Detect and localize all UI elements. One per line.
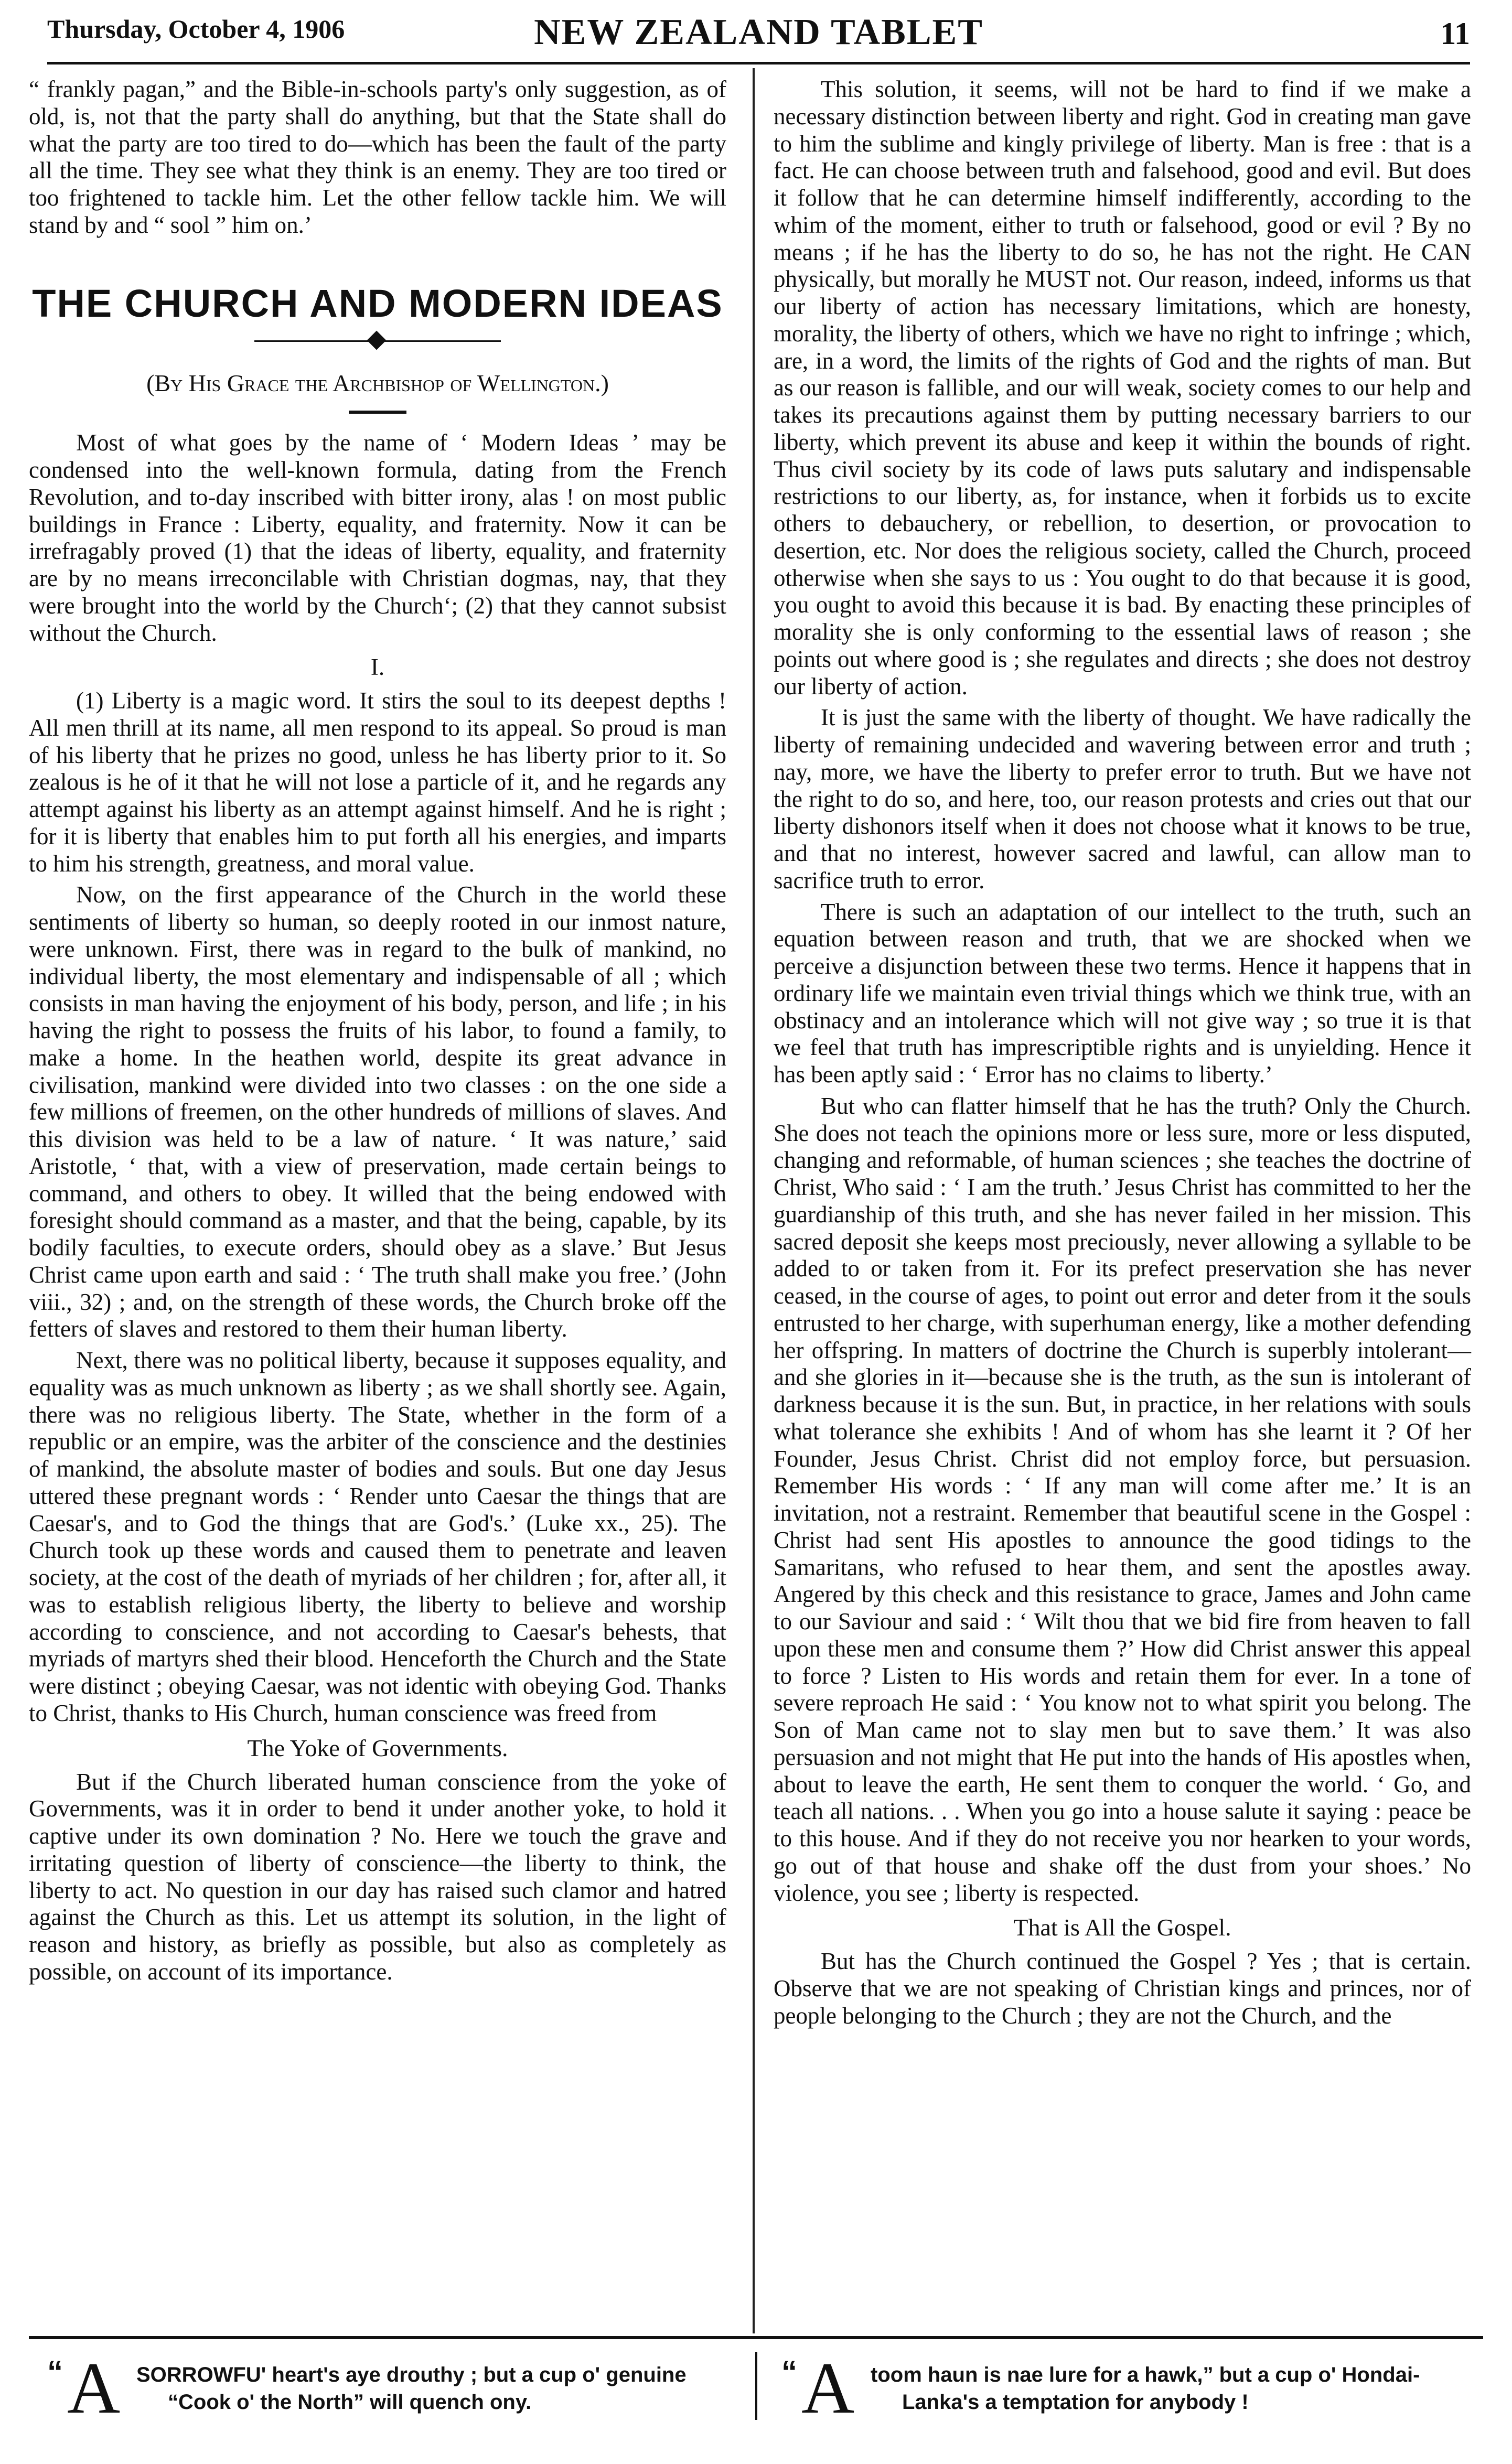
footer-divider (29, 2336, 1483, 2339)
advertisement-right (781, 2348, 1468, 2446)
newspaper-title: NEW ZEALAND TABLET (534, 12, 983, 52)
right-column (774, 76, 1471, 2033)
section-subheading: That is All the Gospel. (1013, 1914, 1231, 1941)
column-divider (753, 68, 755, 2333)
short-divider (349, 411, 406, 414)
advertisement-left (47, 2348, 734, 2446)
issue-date: Thursday, October 4, 1906 (47, 14, 345, 44)
article-paragraph: But has the Church continued the Gospel ? Yes ; that is certain. Observe that we are not speaking of Christian kings and princes, nor of people belonging to the Church ; they are not the Church, and the (774, 1948, 1471, 2029)
article-paragraph: This solution, it seems, will not be hard to find if we make a necessary distinction between liberty and right. God in creating man gave to him the sublime and kingly privilege of liberty. Man is free : that is a fact. He can choose between truth and falsehood, good and evil. But does it follow that he can determine himself indifferently, according to the whim of the moment, either to truth or falsehood, good or evil ? By no means ; if he has the liberty to do so, he has not the right. He CAN physically, but morally he MUST not. Our reason, indeed, informs us that our liberty of action has necessary limitations, which are honesty, morality, the liberty of others, which we have no right to infringe ; which, are, in a word, the limits of the rights of God and the rights of man. But as our reason is fallible, and our will weak, society comes to our help and takes its precautions against them by putting necessary barriers to our liberty, which prevent its abuse and keep it within the bounds of right. Thus civil society by its code of laws puts salutary and indispensable restrictions to our liberty, as, for instance, when it forbids us to excite others to debauchery, or rebellion, to desertion, or provocation to desertion, etc. Nor does the religious society, called the Church, proceed otherwise when she says to us : You ought to do that because it is good, you ought to avoid this because it is bad. By enacting these principles of morality she is only conforming to the essential laws of reason ; she points out where good is ; she regulates and directs ; she does not destroy our liberty of action. (774, 76, 1471, 700)
ad-quote-mark: “ (781, 2354, 797, 2390)
diamond-ornament-icon (367, 330, 387, 350)
ad-text (871, 2361, 1468, 2416)
intro-paragraph: “ frankly pagan,” and the Bible-in-schools party's only suggestion, as of old, is, not that the party shall do anything, but that the State shall do what the party are too tired to do—which has been the fault of the party all the time. They see what they think is an enemy. They are too tired or too frightened to tackle him. Let the other fellow tackle him. We will stand by and “ sool ” him on.’ (29, 76, 726, 238)
ad-initial: A (801, 2348, 855, 2429)
article-paragraph: It is just the same with the liberty of thought. We have radically the liberty of remaining undecided and wavering between error and truth ; nay, more, we have the liberty to prefer error to truth. But we have not the right to do so, and here, too, our reason protests and cries out that our liberty dishonors itself when it does not choose what it knows to be true, and that no interest, however sacred and lawful, can allow man to sacrifice truth to error. (774, 704, 1471, 894)
section-number: I. (370, 654, 385, 681)
ad-line: “Cook o' the North” will quench ony. (168, 2391, 532, 2414)
headline-ornament (254, 333, 501, 349)
article-paragraph: Most of what goes by the name of ‘ Modern Ideas ’ may be condensed into the well-known formula, dating from the French Revolution, and to-day inscribed with bitter irony, alas ! on most public buildings in France : Liberty, equality, and fraternity. Now it can be irrefragably proved (1) that the ideas of liberty, equality, and fraternity are by no means irreconcilable with Christian dogmas, nay, that they were brought into the world by the Church‘; (2) that they cannot subsist without the Church. (29, 429, 726, 646)
article-paragraph: But who can flatter himself that he has the truth? Only the Church. She does not teach the opinions more or less sure, more or less disputed, changing and reformable, of human sciences ; she teaches the doctrine of Christ, Who said : ‘ I am the truth.’ Jesus Christ has committed to her the guardianship of this truth, and she has never failed in her mission. This sacred deposit she keeps most preciously, never allowing a syllable to be added to or taken from it. For its prefect preservation she has never ceased, in the course of ages, to point out error and deter from it the souls entrusted to her charge, with superhuman energy, like a mother defending her offspring. In matters of doctrine the Church is superbly intolerant—and she glories in it—because she is the truth, as the sun is intolerant of darkness because it is the sun. But, in practice, in her relations with souls what tolerance she exhibits ! And of whom has she learnt it ? Of her Founder, Jesus Christ. Christ did not employ force, but persuasion. Remember His words : ‘ If any man will come after me.’ It is an invitation, not a restraint. Remember that beautiful scene in the Gospel : Christ had sent His apostles to announce the good tidings to the Samaritans, who refused to hear them, and sent the apostles away. Angered by this check and this resistance to grace, James and John came to our Saviour and said : ‘ Wilt thou that we bid fire from heaven to fall upon these men and consume them ?’ How did Christ answer this appeal to force ? Listen to His words and retain them for ever. In a tone of severe reproach He said : ‘ You know not to what spirit you belong. The Son of Man came not to slay men but to save them.’ It was also persuasion and not might that He put into the hands of His apostles when, about to leave the earth, He sent them to conquer the world. ‘ Go, and teach all nations. . . When you go into a house salute it saying : peace be to this house. And if they do not receive you nor hearken to your words, go out of that house and shake off the dust from your shoes.’ No violence, you see ; liberty is respected. (774, 1092, 1471, 1906)
ad-line: toom haun is nae lure for a hawk,” but a cup o' Hondai- (871, 2363, 1420, 2386)
masthead (47, 9, 1470, 64)
article-paragraph: (1) Liberty is a magic word. It stirs the soul to its deepest depths ! All men thrill at its name, all men respond to its appeal. So proud is man of his liberty that he prizes no good, unless he has liberty prior to it. So zealous is he of it that he will not lose a particle of it, and he regards any attempt against his liberty as an attempt against himself. And he is right ; for it is liberty that enables him to put forth all his energies, and imparts to him his strength, greatness, and moral value. (29, 687, 726, 877)
ad-separator (755, 2352, 757, 2420)
section-subheading: The Yoke of Governments. (247, 1734, 508, 1761)
article-paragraph: But if the Church liberated human conscience from the yoke of Governments, was it in order to bend it under another yoke, to hold it captive under its own domination ? No. Here we touch the grave and irritating question of liberty of conscience—the liberty to think, the liberty to act. No question in our day has raised such clamor and hatred against the Church as this. Let us attempt its solution, in the light of reason and history, as briefly as possible, but also as completely as possible, on account of its importance. (29, 1768, 726, 1985)
ad-initial: A (67, 2348, 121, 2429)
article-paragraph: Next, there was no political liberty, because it supposes equality, and equality was as much unknown as liberty ; as we shall shortly see. Again, there was no religious liberty. The State, whether in the form of a republic or an empire, was the arbiter of the conscience and the destinies of mankind, the absolute master of bodies and souls. But one day Jesus uttered these pregnant words : ‘ Render unto Caesar the things that are Caesar's, and to God the things that are God's.’ (Luke xx., 25). The Church took up these words and caused them to penetrate and leaven society, at the cost of the death of myriads of her children ; for, after all, it was to establish religious liberty, the liberty to believe and worship according to conscience, and not according to Caesar's behests, that myriads of martyrs shed their blood. Henceforth the Church and the State were distinct ; obeying Caesar, was not identic with obeying God. Thanks to Christ, thanks to His Church, human conscience was freed from (29, 1347, 726, 1726)
ad-text (136, 2361, 734, 2416)
ad-line: Lanka's a temptation for anybody ! (902, 2391, 1249, 2414)
article-headline: THE CHURCH AND MODERN IDEAS (32, 281, 723, 325)
article-paragraph: Now, on the first appearance of the Church in the world these sentiments of liberty so human, so deeply rooted in our inmost nature, were unknown. First, there was in regard to the bulk of mankind, no individual liberty, the most elementary and indispensable of all ; which consists in man having the enjoyment of his body, person, and life ; in his having the right to possess the fruits of his labor, to found a family, to make a home. In the heathen world, despite its great advance in civilisation, mankind were divided into two classes : on the one side a few millions of freemen, on the other hundreds of millions of slaves. And this division was held to be a law of nature. ‘ It was nature,’ said Aristotle, ‘ that, with a view of preservation, made certain beings to command, and others to obey. It willed that the being endowed with foresight should command as a master, and that the being, capable, by its bodily faculties, to execute orders, should obey as a slave.’ But Jesus Christ came upon earth and said : ‘ The truth shall make you free.’ (John viii., 32) ; and, on the strength of these words, the Church broke off the fetters of slaves and restored to them their human liberty. (29, 881, 726, 1342)
left-column (29, 76, 726, 1990)
article-byline: (By His Grace the Archbishop of Wellington.) (146, 369, 609, 396)
page-number: 11 (1440, 16, 1470, 51)
ad-line: SORROWFU' heart's aye drouthy ; but a cup o' genuine (136, 2363, 687, 2386)
article-paragraph: There is such an adaptation of our intellect to the truth, such an equation between reason and truth, that we are shocked when we perceive a disjunction between these two terms. Hence it happens that in ordinary life we maintain even trivial things which we think true, with an obstinacy and an intolerance which will not give way ; so true it is that we feel that truth has imprescriptible rights and is unyielding. Hence it has been aptly said : ‘ Error has no claims to liberty.’ (774, 898, 1471, 1088)
ad-quote-mark: “ (47, 2354, 63, 2390)
